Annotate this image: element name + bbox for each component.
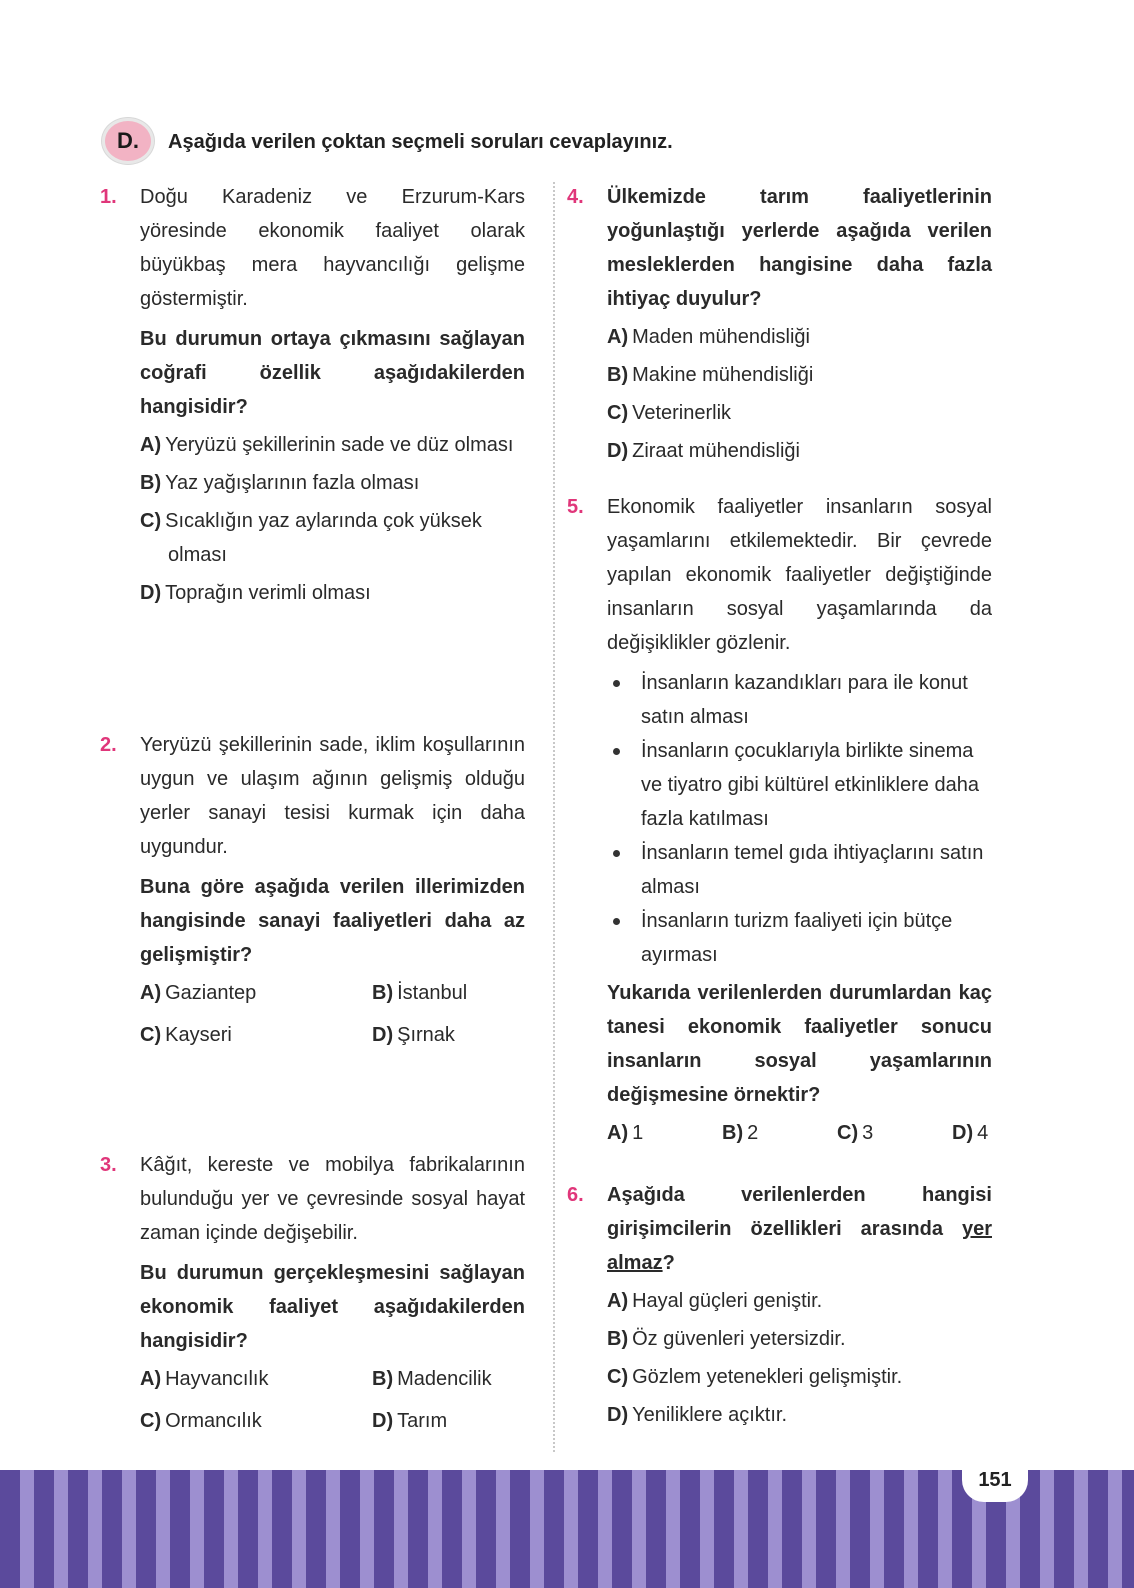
- question-3: [100, 1148, 525, 1442]
- option-b[interactable]: B) Madencilik: [372, 1368, 492, 1390]
- section-letter: D.: [117, 128, 139, 153]
- question-2: [100, 728, 525, 1056]
- option-c[interactable]: C) Gözlem yetenekleri gelişmiştir.: [607, 1366, 903, 1388]
- question-number: 4.: [567, 186, 584, 208]
- list-item: İnsanların çocuklarıyla birlikte sinema ve tiyatro gibi kültürel etkinliklere daha fazla katılması: [607, 734, 992, 836]
- list-item: İnsanların turizm faaliyeti için bütçe ayırması: [607, 904, 992, 972]
- option-d[interactable]: D) Toprağın verimli olması: [140, 582, 371, 604]
- option-a[interactable]: A) Maden mühendisliği: [607, 326, 810, 348]
- question-prompt: Bu durumun ortaya çıkmasını sağlayan coğrafi özellik aşağıdakilerden hangisidir?: [140, 328, 525, 418]
- question-prompt: Ülkemizde tarım faaliyetlerinin yoğunlaştığı yerlerde aşağıda verilen mesleklerden hangisine daha fazla ihtiyaç duyulur?: [607, 186, 992, 310]
- options-row: [607, 1116, 992, 1154]
- option-b[interactable]: B) İstanbul: [372, 982, 468, 1004]
- question-number: 6.: [567, 1184, 584, 1206]
- question-5: [567, 490, 992, 1154]
- option-a[interactable]: A) Gaziantep: [140, 982, 257, 1004]
- question-stem: Ekonomik faaliyetler insanların sosyal yaşamlarını etkilemektedir. Bir çevrede yapılan ekonomik faaliyetler değiştiğinde insanların sosyal yaşamlarında da değişiklikler gözlenir.: [607, 496, 992, 654]
- question-stem: Yeryüzü şekillerinin sade, iklim koşullarının uygun ve ulaşım ağının gelişmiş olduğu yerler sanayi tesisi kurmak için daha uygundur.: [140, 734, 525, 858]
- option-d[interactable]: D) Tarım: [372, 1410, 448, 1432]
- question-4: [567, 180, 992, 472]
- section-badge: [102, 118, 154, 164]
- options-grid: [140, 1362, 525, 1442]
- question-6: [567, 1178, 992, 1436]
- option-b[interactable]: B) 2: [722, 1122, 759, 1144]
- question-number: 3.: [100, 1154, 117, 1176]
- list-item: İnsanların kazandıkları para ile konut satın alması: [607, 666, 992, 734]
- question-1: [100, 180, 525, 614]
- option-a[interactable]: A) Hayal güçleri geniştir.: [607, 1290, 823, 1312]
- option-d[interactable]: D) Yeniliklere açıktır.: [607, 1404, 788, 1426]
- option-b[interactable]: B) Öz güvenleri yetersizdir.: [607, 1328, 846, 1350]
- question-number: 1.: [100, 186, 117, 208]
- option-c[interactable]: C) Veterinerlik: [607, 402, 732, 424]
- section-title: Aşağıda verilen çoktan seçmeli soruları cevaplayınız.: [168, 131, 673, 153]
- question-prompt: Bu durumun gerçekleşmesini sağlayan ekonomik faaliyet aşağıdakilerden hangisidir?: [140, 1262, 525, 1352]
- page-number: 151: [962, 1458, 1028, 1502]
- column-divider: [553, 182, 555, 1452]
- option-b[interactable]: B) Makine mühendisliği: [607, 364, 814, 386]
- question-prompt: Yukarıda verilenlerden durumlardan kaç tanesi ekonomik faaliyetler sonucu insanların sosyal yaşamlarının değişmesine örnektir?: [607, 982, 992, 1106]
- option-b[interactable]: B) Yaz yağışlarının fazla olması: [140, 472, 420, 494]
- option-c[interactable]: C) Ormancılık: [140, 1410, 262, 1432]
- question-prompt: Buna göre aşağıda verilen illerimizden hangisinde sanayi faaliyetleri daha az gelişmiştir?: [140, 876, 525, 966]
- options-grid: [140, 976, 525, 1056]
- question-stem: Doğu Karadeniz ve Erzurum-Kars yöresinde ekonomik faaliyet olarak büyükbaş mera hayvancılığı gelişme göstermiştir.: [140, 186, 525, 310]
- option-a[interactable]: A) Yeryüzü şekillerinin sade ve düz olması: [140, 434, 514, 456]
- option-a[interactable]: A) 1: [607, 1122, 644, 1144]
- underlined-phrase: yer almaz: [607, 1218, 992, 1274]
- question-number: 2.: [100, 734, 117, 756]
- list-item: İnsanların temel gıda ihtiyaçlarını satın alması: [607, 836, 992, 904]
- option-c[interactable]: C) Sıcaklığın yaz aylarında çok yüksek olması: [140, 510, 482, 566]
- option-d[interactable]: D) Şırnak: [372, 1024, 455, 1046]
- option-c[interactable]: C) 3: [837, 1122, 874, 1144]
- bullet-list: [607, 666, 992, 972]
- question-stem: Kâğıt, kereste ve mobilya fabrikalarının bulunduğu yer ve çevresinde sosyal hayat zaman içinde değişebilir.: [140, 1154, 525, 1244]
- option-c[interactable]: C) Kayseri: [140, 1024, 232, 1046]
- option-a[interactable]: A) Hayvancılık: [140, 1368, 269, 1390]
- option-d[interactable]: D) 4: [952, 1122, 989, 1144]
- option-d[interactable]: D) Ziraat mühendisliği: [607, 440, 800, 462]
- question-prompt: Aşağıda verilenlerden hangisi girişimcilerin özellikleri arasında yer almaz?: [607, 1184, 992, 1274]
- question-number: 5.: [567, 496, 584, 518]
